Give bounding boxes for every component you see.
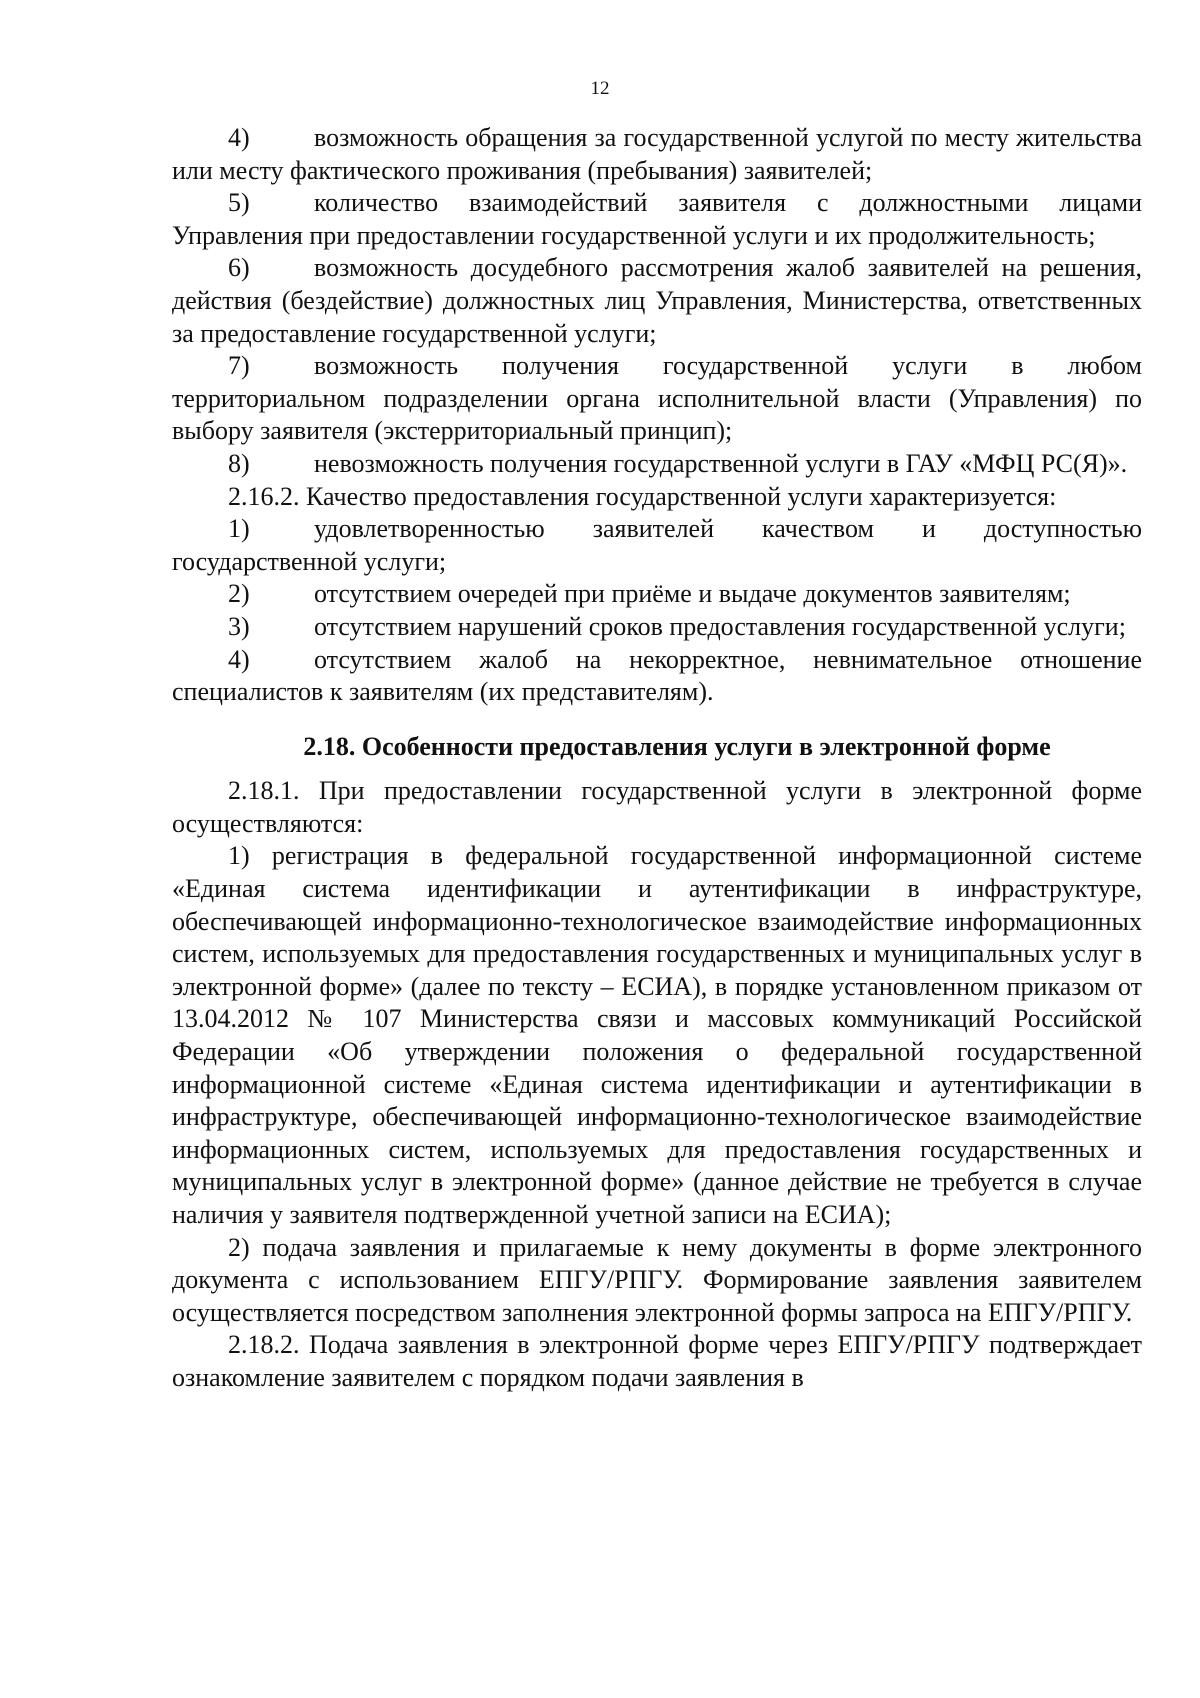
list-item-text: количество взаимодействий заявителя с должностными лицами Управления при предоставлении государственной услуги и их продолжительность; [172,188,1142,250]
list-item-text: невозможность получения государственной услуги в ГАУ «МФЦ РС(Я)». [314,448,1128,478]
quality-item-text: отсутствием жалоб на некорректное, невнимательное отношение специалистов к заявителям (их представителям). [172,644,1142,707]
quality-item [172,513,1142,578]
quality-item [172,644,1142,709]
quality-item [172,578,1142,611]
quality-item-text: удовлетворенностью заявителей качеством и доступностью государственной услуги; [172,514,1142,576]
list-item-number: 6) [228,253,250,283]
list-item-text: возможность получения государственной услуги в любом территориальном подразделении органа исполнительной власти (Управления) по выбору заявителя (экстерриториальный принцип); [172,351,1142,446]
section-title: 2.18. Особенности предоставления услуги в электронной форме [303,731,1051,761]
list-item [172,122,1142,187]
paragraph-2-18-1-item-1: 1) регистрация в федеральной государственной информационной системе «Единая система идентификации и аутентификации в инфраструктуре, обеспечивающей информационно-технологическое взаимодействие информационных систем, используемых для предоставления государственных и муниципальных услуг в электронной форме» (далее по тексту – ЕСИА), в порядке установленном приказом от 13.04.2012 № 107 Министерства связи и массовых коммуникаций Российской Федерации «Об утверждении положения о федеральной государственной информационной системе «Единая система идентификации и аутентификации в инфраструктуре, обеспечивающей информационно-технологическое взаимодействие информационных систем, используемых для предоставления государственных и муниципальных услуг в электронной форме» (данное действие не требуется в случае наличия у заявителя подтвержденной учетной записи на ЕСИА); [172,841,1142,1229]
paragraph-2-18-1-item-2: 2) подача заявления и прилагаемые к нему документы в форме электронного документа с использованием ЕПГУ/РПГУ. Формирование заявления заявителем осуществляется посредством заполнения электронной формы запроса на ЕПГУ/РПГУ. [172,1232,1142,1327]
paragraph-2-16-2: 2.16.2. Качество предоставления государственной услуги характеризуется: [228,481,1057,511]
paragraph-2-18-2: 2.18.2. Подача заявления в электронной форме через ЕПГУ/РПГУ подтверждает ознакомление заявителем с порядком подачи заявления в [172,1330,1142,1392]
document-body [172,122,1142,1395]
list-item-number: 5) [228,188,250,218]
list-item [172,187,1142,252]
list-item [172,448,1142,481]
quality-item-text: отсутствием очередей при приёме и выдаче документов заявителям; [314,579,1071,609]
paragraph-2-18-1: 2.18.1. При предоставлении государственной услуги в электронной форме осуществляются: [172,776,1142,838]
list-item-text: возможность досудебного рассмотрения жалоб заявителей на решения, действия (бездействие) должностных лиц Управления, Министерства, ответственных за предоставление государственной услуги; [172,253,1142,348]
quality-item-number: 3) [228,611,250,641]
list-item-number: 4) [228,123,250,152]
quality-item-number: 2) [228,579,250,609]
quality-item [172,611,1142,644]
list-item-text: возможность обращения за государственной услугой по месту жительства или месту фактического проживания (пребывания) заявителей; [172,123,1142,185]
quality-item-text: отсутствием нарушений сроков предоставления государственной услуги; [314,611,1126,641]
list-item-number: 8) [228,448,250,478]
list-item [172,350,1142,448]
quality-item-number: 4) [228,644,250,674]
list-item-number: 7) [228,351,250,381]
quality-item-number: 1) [228,514,250,544]
list-item [172,252,1142,350]
page-number: 12 [590,78,610,99]
